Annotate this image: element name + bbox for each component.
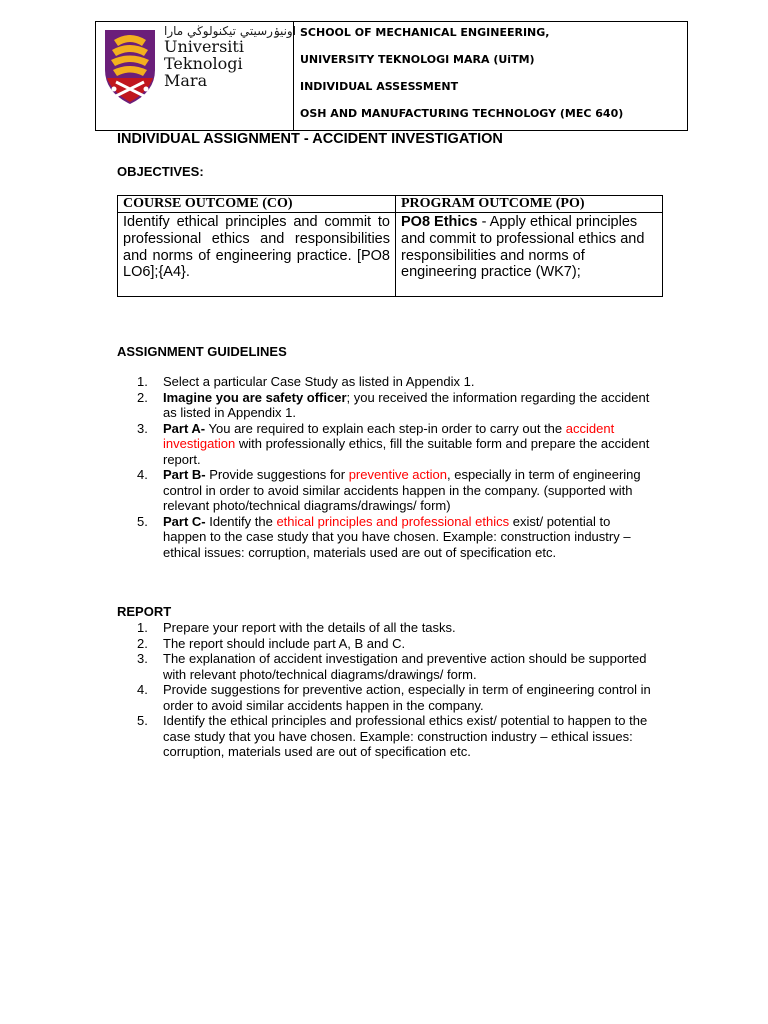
list-item xyxy=(137,713,657,760)
list-item xyxy=(137,682,657,713)
item-highlight: preventive action xyxy=(348,467,447,482)
list-item xyxy=(137,514,657,561)
item-number: 3. xyxy=(137,651,148,666)
list-item xyxy=(137,467,657,514)
item-highlight: ethical principles and professional ethics xyxy=(276,513,510,529)
item-text: Prepare your report with the details of all the tasks. xyxy=(163,620,456,635)
item-body: Select a particular Case Study as listed in Appendix 1. xyxy=(163,374,475,389)
item-body: ; you received the information regarding the accident as listed in Appendix 1. xyxy=(163,389,650,420)
item-number: 3. xyxy=(137,420,148,436)
logo-jawi-text: اونيۏرسيتي تيكنولوڬي مارا xyxy=(164,24,297,38)
item-body: exist/ potential to happen to the case study that you have chosen. Example: construction industry – ethical issues: corruption, materials used are out of specification etc. xyxy=(163,513,631,560)
report-list xyxy=(137,620,657,760)
logo-name-line-2: Teknologi xyxy=(164,54,243,73)
item-number: 2. xyxy=(137,389,148,405)
assignment-title: INDIVIDUAL ASSIGNMENT - ACCIDENT INVESTIGATION xyxy=(117,131,503,147)
item-text xyxy=(163,467,657,514)
guidelines-heading: ASSIGNMENT GUIDELINES xyxy=(117,344,287,359)
header-text-cell xyxy=(294,22,687,130)
header-table xyxy=(95,21,688,131)
po-cell xyxy=(396,213,663,297)
item-body: Identify the xyxy=(205,513,277,529)
report-heading: REPORT xyxy=(117,604,172,619)
item-body: Provide suggestions for xyxy=(205,467,349,482)
item-bold: Part A- xyxy=(163,420,206,436)
item-number: 5. xyxy=(137,713,148,728)
po-line-1: - Apply ethical principles and commit to professional ethics and xyxy=(401,214,645,247)
item-text: Identify the ethical principles and professional ethics exist/ potential to happen to the case study that you have chosen. Example: construction industry – ethical issues: corruption, materials used are out of specification etc. xyxy=(163,713,648,759)
item-text xyxy=(163,374,657,390)
item-bold: Part C- xyxy=(163,513,206,529)
item-number: 4. xyxy=(137,682,148,697)
co-header: COURSE OUTCOME (CO) xyxy=(118,196,396,213)
item-number: 1. xyxy=(137,620,148,635)
header-course: OSH AND MANUFACTURING TECHNOLOGY (MEC 640) xyxy=(300,107,624,120)
logo-name-line-3: Mara xyxy=(164,71,208,90)
item-text xyxy=(163,514,657,561)
item-body: with professionally ethics, fill the suitable form and prepare the accident report. xyxy=(163,436,650,467)
item-text xyxy=(163,421,657,468)
header-university: UNIVERSITY TEKNOLOGI MARA (UiTM) xyxy=(300,53,535,66)
po-line-2: responsibilities and norms of engineering practice (WK7); xyxy=(401,247,585,281)
logo-cell xyxy=(96,22,297,130)
objectives-label: OBJECTIVES: xyxy=(117,164,204,179)
po-bold: PO8 Ethics xyxy=(401,214,478,230)
co-cell: Identify ethical principles and commit to professional ethics and responsibilities and norms of engineering practice. [PO8 LO6];{A4}. xyxy=(118,213,396,297)
item-text xyxy=(163,390,657,421)
guidelines-list xyxy=(137,374,657,560)
item-bold: Imagine you are safety officer xyxy=(163,389,347,405)
item-number: 1. xyxy=(137,374,148,389)
list-item xyxy=(137,636,657,652)
item-number: 2. xyxy=(137,635,148,651)
list-item xyxy=(137,390,657,421)
list-item xyxy=(137,651,657,682)
item-text: The explanation of accident investigation and preventive action should be supported with relevant photo/technical diagrams/drawings/ form. xyxy=(163,651,647,682)
item-text: The report should include part A, B and C. xyxy=(163,635,406,651)
uitm-crest-logo xyxy=(102,26,158,106)
outcome-table xyxy=(117,195,663,297)
list-item xyxy=(137,374,657,390)
item-number: 5. xyxy=(137,513,148,529)
header-assessment: INDIVIDUAL ASSESSMENT xyxy=(300,80,459,93)
header-school: SCHOOL OF MECHANICAL ENGINEERING, xyxy=(300,26,550,39)
item-text: Provide suggestions for preventive action, especially in term of engineering control in order to avoid similar accidents happen in the company. xyxy=(163,682,651,713)
item-body: You are required to explain each step-in order to carry out the xyxy=(205,420,566,436)
logo-name-line-1: Universiti xyxy=(164,37,244,56)
item-number: 4. xyxy=(137,467,148,482)
list-item xyxy=(137,620,657,636)
item-highlight: accident investigation xyxy=(163,420,615,451)
po-header: PROGRAM OUTCOME (PO) xyxy=(396,196,663,213)
item-body: , especially in term of engineering control in order to avoid similar accidents happen in the company. (supported with relevant photo/technical diagrams/drawings/ form) xyxy=(163,467,641,513)
item-bold: Part B- xyxy=(163,467,206,482)
list-item xyxy=(137,421,657,468)
